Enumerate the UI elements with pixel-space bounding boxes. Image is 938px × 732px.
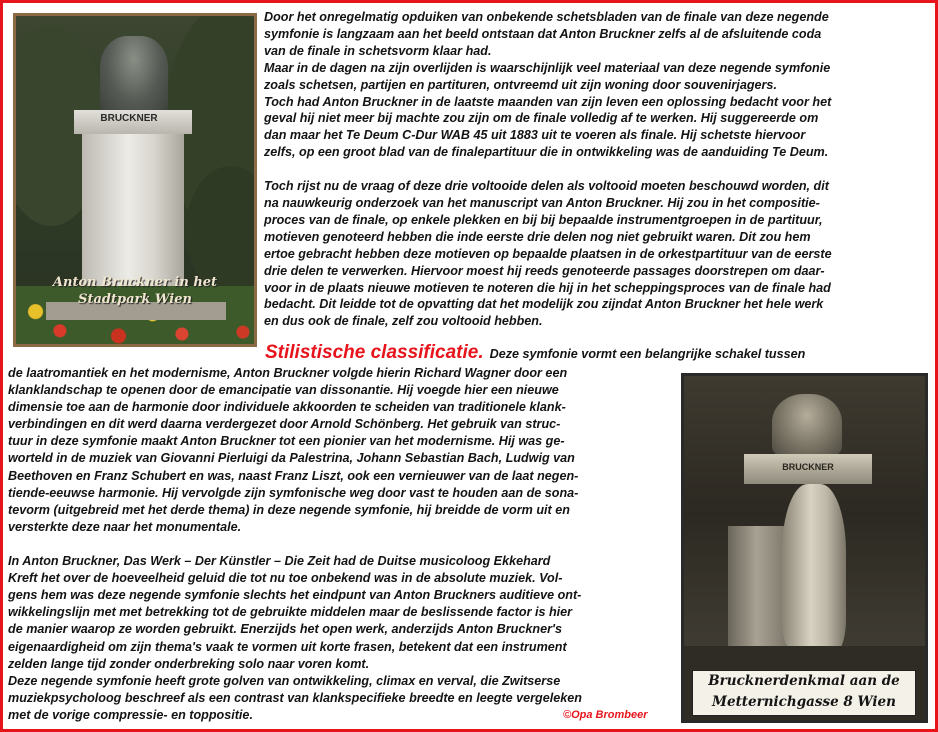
bust-statue (772, 394, 842, 456)
text-line: gens hem was deze negende symfonie slechts het eindpunt van Anton Bruckners auditieve ont- (8, 588, 582, 603)
text-line: Deze symfonie vormt een belangrijke schakel tussen (489, 347, 806, 361)
photo-bruckner-stadtpark (13, 13, 257, 347)
text-line: Toch rijst nu de vraag of deze drie voltooide delen als voltooid moeten beschouwd worden, dit (264, 179, 829, 194)
text-line: zoals schetsen, partijen en partituren, ontvreemd uit zijn woning door souvenirjagers. (264, 77, 777, 92)
photo-caption (16, 274, 254, 308)
section-heading: Stilistische classificatie. (265, 342, 484, 363)
caption-line: Brucknerdenkmal aan de (708, 673, 900, 689)
section-heading-line (265, 341, 805, 366)
text-line: tiende-eeuwse harmonie. Hij vervolgde zijn symfonische weg door vast te houden aan de sona- (8, 485, 579, 500)
blank-line (8, 536, 582, 553)
text-line: tuur in deze symfonie maakt Anton Bruckner tot een pionier van het modernisme. Hij was ge- (8, 434, 565, 449)
caption-line: Metternichgasse 8 Wien (712, 694, 896, 710)
statue-plaque: BRUCKNER (100, 113, 158, 124)
text-line: wikkelingslijn met met betrekking tot de gebruikte middelen maar de beslissende factor is hier (8, 605, 573, 620)
text-line: van de finale in schetsvorm klaar had. (264, 43, 492, 58)
text-line: klanklandschap te openen door de emancipatie van dissonantie. Hij voegde hier een nieuwe (8, 383, 559, 398)
text-line: Beethoven en Franz Schubert en was, naast Franz Liszt, ook een vernieuwer van de laat negen- (8, 468, 579, 483)
text-line: Kreft het over de hoeveelheid geluid die tot nu toe onbekend was in de absolute muziek. Vol- (8, 571, 563, 586)
text-line: dan maar het Te Deum C-Dur WAB 45 uit 1883 uit te voeren als finale. Hij schetste hiervoor (264, 128, 806, 143)
text-line: drie delen te verwerken. Hiervoor moest hij reeds genoteerde passages doorstrepen om daar- (264, 263, 825, 278)
text-line: met de vorige compressie- en toppositie. (8, 707, 253, 722)
text-line: muziekpsycholoog beschreef als een contrast van klankspecifieke breedte en leegte vergeleken (8, 690, 582, 705)
text-line: symfonie is langzaam aan het beeld ontstaan dat Anton Bruckner zelfs al de afsluitende coda (264, 26, 822, 41)
statue-plaque: BRUCKNER (782, 462, 834, 472)
text-line: verbindingen en dit werd daarna verdergezet door Arnold Schönberg. Het gebruik van struc- (8, 417, 561, 432)
text-line: Maar in de dagen na zijn overlijden is waarschijnlijk veel materiaal van deze negende symfonie (264, 60, 831, 75)
text-line: bedacht. Dit leidde tot de opvatting dat het modelijk zou zijndat Anton Bruckner het hele werk (264, 297, 824, 312)
caption-line: Anton Bruckner in het (52, 275, 218, 290)
text-line: geval hij niet meer bij machte zou zijn om de finale volledig af te werken. Hij suggereerde om (264, 111, 819, 126)
text-line: de manier waarop ze worden gebruikt. Enerzijds het open werk, anderzijds Anton Bruckner's (8, 622, 562, 637)
photo-caption (692, 670, 916, 716)
caption-line: Stadtpark Wien (78, 292, 192, 307)
text-line: versterkte deze naar het monumentale. (8, 519, 242, 534)
bust-statue (100, 36, 168, 114)
top-text-block (264, 9, 832, 330)
muse-figure (782, 484, 846, 654)
text-line: eigenaardigheid om zijn thema's vaak te vormen uit korte frasen, betekent dat een instrument (8, 639, 567, 654)
text-line: voor in de plaats nieuwe motieven te noteren die hij in het scheppingsproces van de finale had (264, 280, 831, 295)
text-line: tevorm (uitgebreid met het derde thema) in deze negende symfonie, hij breidde de vorm uit en (8, 502, 570, 517)
text-line: worteld in de muziek van Giovanni Pierluigi da Palestrina, Johann Sebastian Bach, Ludwig van (8, 451, 575, 466)
text-line: dimensie toe aan de harmonie door individuele akkoorden te scheiden van traditionele klank- (8, 400, 566, 415)
blank-line (264, 161, 832, 178)
text-line: proces van de finale, op enkele plekken en bij bij bepaalde instrumentgroepen in de partituur, (264, 212, 823, 227)
copyright-credit: ©Opa Brombeer (563, 709, 648, 721)
text-line: Toch had Anton Bruckner in de laatste maanden van zijn leven een oplossing bedacht voor het (264, 94, 832, 109)
text-line: Door het onregelmatig opduiken van onbekende schetsbladen van de finale van deze negende (264, 10, 829, 24)
text-line: en dus ook de finale, zelf zou voltooid hebben. (264, 314, 543, 329)
middle-text-block (8, 365, 582, 724)
text-line: ertoe gebracht hebben deze motieven op bepaalde plaatsen in de orkestpartituur van de eerste (264, 246, 832, 261)
text-line: Deze negende symfonie heeft grote golven van ontwikkeling, climax en verval, die Zwitserse (8, 673, 561, 688)
photo-brucknerdenkmal (681, 373, 928, 723)
text-line: na nauwkeurig onderzoek van het manuscript van Anton Bruckner. Hij zou in het compositie- (264, 195, 820, 210)
text-line: de laatromantiek en het modernisme, Anton Bruckner volgde hierin Richard Wagner door een (8, 366, 568, 380)
text-line: zelden lange tijd zonder onderbreking solo naar voren komt. (8, 656, 370, 671)
text-line: In Anton Bruckner, Das Werk – Der Künstler – Die Zeit had de Duitse musicoloog Ekkehard (8, 554, 551, 569)
text-line: motieven genoteerd hebben die inde eerste drie delen nog niet gebruikt waren. Dit zou hem (264, 229, 811, 244)
text-line: zelfs, op een groot blad van de finalepartituur die in ontwikkeling was de aanduiding Te Deum. (264, 145, 829, 160)
